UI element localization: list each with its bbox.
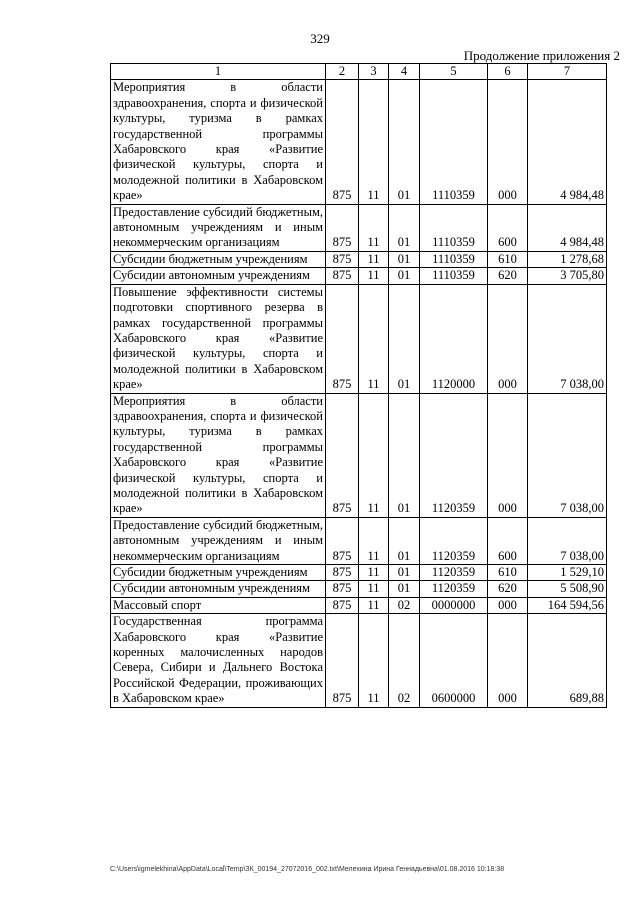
row-subsection-code: 01 bbox=[389, 268, 420, 284]
row-subsection-code: 01 bbox=[389, 80, 420, 204]
row-ministry-code: 875 bbox=[326, 251, 359, 267]
row-description: Субсидии бюджетным учреждениям bbox=[111, 251, 326, 267]
row-expense-type: 000 bbox=[488, 284, 528, 393]
row-ministry-code: 875 bbox=[326, 565, 359, 581]
row-target-article: 1120359 bbox=[420, 393, 488, 517]
row-ministry-code: 875 bbox=[326, 581, 359, 597]
row-ministry-code: 875 bbox=[326, 517, 359, 564]
row-expense-type: 620 bbox=[488, 581, 528, 597]
row-section-code: 11 bbox=[359, 268, 389, 284]
row-target-article: 1120000 bbox=[420, 284, 488, 393]
column-header: 5 bbox=[420, 64, 488, 80]
row-section-code: 11 bbox=[359, 204, 389, 251]
row-target-article: 1110359 bbox=[420, 251, 488, 267]
table-row bbox=[111, 517, 607, 564]
table-row bbox=[111, 597, 607, 613]
row-expense-type: 600 bbox=[488, 204, 528, 251]
column-header: 1 bbox=[111, 64, 326, 80]
row-expense-type: 000 bbox=[488, 614, 528, 707]
table-row bbox=[111, 251, 607, 267]
row-amount: 7 038,00 bbox=[528, 393, 607, 517]
continuation-label: Продолжение приложения 2 bbox=[463, 48, 620, 63]
row-subsection-code: 01 bbox=[389, 393, 420, 517]
row-subsection-code: 01 bbox=[389, 581, 420, 597]
row-section-code: 11 bbox=[359, 597, 389, 613]
table-row bbox=[111, 268, 607, 284]
row-description: Массовый спорт bbox=[111, 597, 326, 613]
row-target-article: 1120359 bbox=[420, 565, 488, 581]
row-subsection-code: 01 bbox=[389, 251, 420, 267]
row-ministry-code: 875 bbox=[326, 284, 359, 393]
row-section-code: 11 bbox=[359, 80, 389, 204]
row-target-article: 1110359 bbox=[420, 204, 488, 251]
row-section-code: 11 bbox=[359, 284, 389, 393]
row-expense-type: 000 bbox=[488, 597, 528, 613]
table-row bbox=[111, 581, 607, 597]
row-amount: 1 529,10 bbox=[528, 565, 607, 581]
row-amount: 164 594,56 bbox=[528, 597, 607, 613]
row-target-article: 0000000 bbox=[420, 597, 488, 613]
row-target-article: 1110359 bbox=[420, 268, 488, 284]
row-expense-type: 000 bbox=[488, 393, 528, 517]
column-header: 4 bbox=[389, 64, 420, 80]
row-section-code: 11 bbox=[359, 393, 389, 517]
row-section-code: 11 bbox=[359, 565, 389, 581]
row-amount: 689,88 bbox=[528, 614, 607, 707]
row-description: Предоставление субсидий бюджетным, автономным учреждениям и иным некоммерческим организациям bbox=[111, 204, 326, 251]
row-expense-type: 610 bbox=[488, 251, 528, 267]
row-amount: 5 508,90 bbox=[528, 581, 607, 597]
row-description: Мероприятия в области здравоохранения, спорта и физической культуры, туризма в рамках государственной программы Хабаровского края «Развитие физической культуры, спорта и молодежной политики в Хабаровском крае» bbox=[111, 80, 326, 204]
row-description: Государственная программа Хабаровского края «Развитие коренных малочисленных народов Севера, Сибири и Дальнего Востока Российской Федерации, проживающих в Хабаровском крае» bbox=[111, 614, 326, 707]
row-expense-type: 620 bbox=[488, 268, 528, 284]
row-subsection-code: 01 bbox=[389, 284, 420, 393]
row-section-code: 11 bbox=[359, 581, 389, 597]
row-ministry-code: 875 bbox=[326, 268, 359, 284]
row-description: Предоставление субсидий бюджетным, автономным учреждениям и иным некоммерческим организациям bbox=[111, 517, 326, 564]
row-expense-type: 000 bbox=[488, 80, 528, 204]
row-subsection-code: 01 bbox=[389, 517, 420, 564]
column-header: 3 bbox=[359, 64, 389, 80]
page-number: 329 bbox=[310, 31, 330, 46]
row-target-article: 0600000 bbox=[420, 614, 488, 707]
row-description: Повышение эффективности системы подготовки спортивного резерва в рамках государственной программы Хабаровского края «Развитие физической культуры, спорта и молодежной политики в Хабаровском крае» bbox=[111, 284, 326, 393]
row-amount: 3 705,80 bbox=[528, 268, 607, 284]
table-row bbox=[111, 204, 607, 251]
row-description: Субсидии автономным учреждениям bbox=[111, 268, 326, 284]
row-amount: 4 984,48 bbox=[528, 204, 607, 251]
row-target-article: 1120359 bbox=[420, 581, 488, 597]
table-row bbox=[111, 393, 607, 517]
row-amount: 1 278,68 bbox=[528, 251, 607, 267]
row-target-article: 1120359 bbox=[420, 517, 488, 564]
row-expense-type: 600 bbox=[488, 517, 528, 564]
row-ministry-code: 875 bbox=[326, 597, 359, 613]
row-ministry-code: 875 bbox=[326, 614, 359, 707]
row-ministry-code: 875 bbox=[326, 393, 359, 517]
column-header: 2 bbox=[326, 64, 359, 80]
row-description: Мероприятия в области здравоохранения, спорта и физической культуры, туризма в рамках государственной программы Хабаровского края «Развитие физической культуры, спорта и молодежной политики в Хабаровском крае» bbox=[111, 393, 326, 517]
table-header-row bbox=[111, 64, 607, 80]
row-target-article: 1110359 bbox=[420, 80, 488, 204]
row-description: Субсидии автономным учреждениям bbox=[111, 581, 326, 597]
row-subsection-code: 01 bbox=[389, 204, 420, 251]
file-path-footer: C:\Users\igmelekhina\AppData\Local\Temp\ЗК_00194_27072016_002.txt\Мелехина Ирина Геннадьевна\01.08.2016 10:18:38 bbox=[110, 866, 505, 873]
row-subsection-code: 02 bbox=[389, 597, 420, 613]
row-section-code: 11 bbox=[359, 251, 389, 267]
budget-table bbox=[110, 63, 607, 708]
row-ministry-code: 875 bbox=[326, 80, 359, 204]
table-row bbox=[111, 284, 607, 393]
row-subsection-code: 02 bbox=[389, 614, 420, 707]
table-row bbox=[111, 565, 607, 581]
row-section-code: 11 bbox=[359, 614, 389, 707]
row-amount: 7 038,00 bbox=[528, 517, 607, 564]
row-amount: 4 984,48 bbox=[528, 80, 607, 204]
table-row bbox=[111, 614, 607, 707]
column-header: 7 bbox=[528, 64, 607, 80]
row-ministry-code: 875 bbox=[326, 204, 359, 251]
row-subsection-code: 01 bbox=[389, 565, 420, 581]
row-expense-type: 610 bbox=[488, 565, 528, 581]
column-header: 6 bbox=[488, 64, 528, 80]
table-row bbox=[111, 80, 607, 204]
row-section-code: 11 bbox=[359, 517, 389, 564]
row-description: Субсидии бюджетным учреждениям bbox=[111, 565, 326, 581]
row-amount: 7 038,00 bbox=[528, 284, 607, 393]
